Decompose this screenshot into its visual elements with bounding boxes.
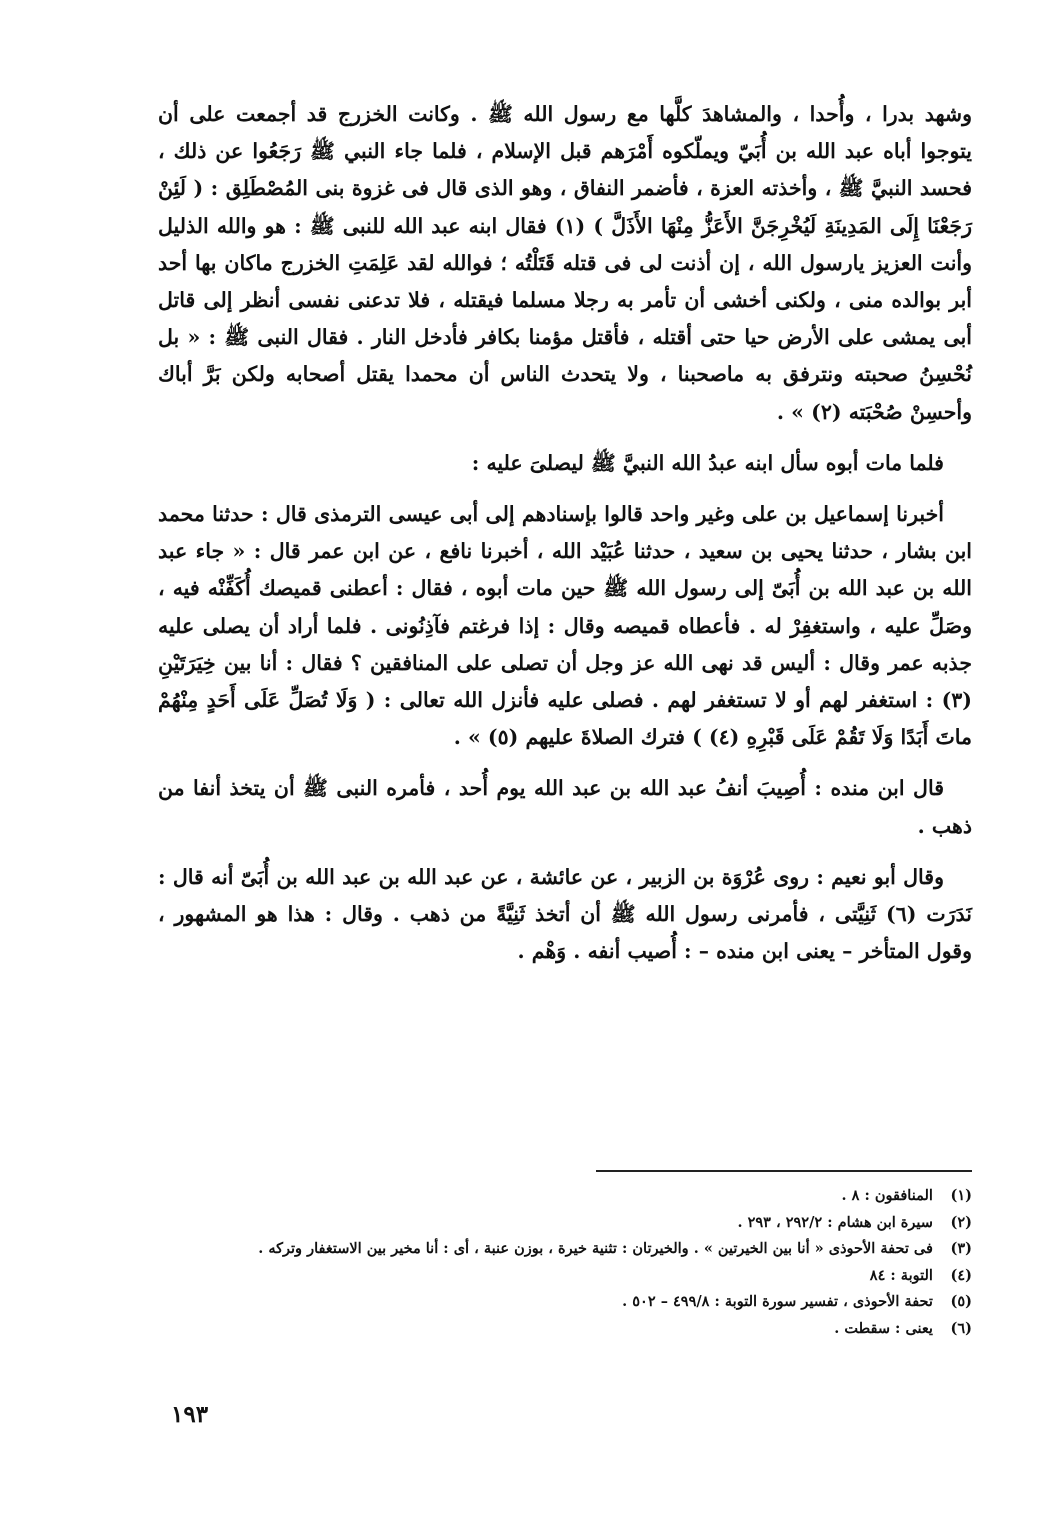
footnote-item (158, 1183, 972, 1210)
footnote-item (158, 1236, 972, 1263)
footnote-text: تحفة الأحوذى ، تفسير سورة التوبة : ٤٩٩/٨ – ٥٠٢ . (622, 1293, 933, 1310)
paragraph-tirmidhi-narration: أخبرنا إسماعيل بن على وغير واحد قالوا بإسنادهم إلى أبى عيسى الترمذى قال : حدثنا محمد ابن بشار ، حدثنا يحيى بن سعيد ، حدثنا عُبَيْد الله ، أخبرنا نافع ، عن ابن عمر قال : « جاء عبد الله بن عبد الله بن أُبَىّ إلى رسول الله ﷺ حين مات أبوه ، فقال : أعطنى قميصك أُكَفِّنْه فيه ، وصَلِّ عليه ، واستغفِرْ له . فأعطاه قميصه وقال : إذا فرغتم فآذِنُونى . فلما أراد أن يصلى عليه جذبه عمر وقال : أليس قد نهى الله عز وجل أن تصلى على المنافقين ؟ فقال : أنا بين خِيَرَتَيْنِ (٣) : استغفر لهم أو لا تستغفر لهم . فصلى عليه فأنزل الله تعالى : ( وَلَا تُصَلِّ عَلَى أَحَدٍ مِنْهُمْ ماتَ أَبَدًا وَلَا تَقُمْ عَلَى قَبْرِهِ (٤) ) فترك الصلاةَ عليهم (٥) » . (158, 502, 972, 750)
paragraph-ibn-mandah: قال ابن منده : أُصِيبَ أنفُ عبد الله بن عبد الله يوم أُحد ، فأمره النبى ﷺ أن يتخذ أنفا من ذهب . (158, 776, 972, 838)
footnote-number: (٥) (950, 1293, 972, 1310)
footnote-number: (١) (950, 1187, 972, 1204)
footnote-text: سيرة ابن هشام : ٢٩٢/٢ ، ٢٩٣ . (737, 1213, 933, 1231)
footnote-text: فى تحفة الأحوذى « أنا بين الخيرتين » . والخيرتان : تثنية خيرة ، بوزن عنبة ، أى : أنا مخير بين الاستغفار وتركه . (258, 1240, 933, 1257)
footnote-item (158, 1263, 972, 1290)
footnote-text: التوبة : ٨٤ (869, 1266, 933, 1284)
footnotes-list (158, 1183, 972, 1342)
footnote-item (158, 1210, 972, 1237)
footnote-divider (596, 1170, 972, 1172)
footnote-number: (٢) (950, 1213, 972, 1231)
footnote-text: المنافقون : ٨ . (841, 1187, 933, 1204)
footnote-item (158, 1316, 972, 1343)
paragraph-abu-nuaym: وقال أبو نعيم : روى عُرْوَة بن الزبير ، عن عائشة ، عن عبد الله بن عبد الله بن أُبَىّ أنه قال : نَدَرَت (٦) ثَنِيَّتى ، فأمرنى رسول الله ﷺ أن أتخذ ثَنِيَّةً من ذهب . وقال : هذا هو المشهور ، وقول المتأخر – يعنى ابن منده – : أُصيب أنفه . وَهْم . (158, 864, 972, 964)
footnote-text: يعنى : سقطت . (834, 1319, 933, 1337)
paragraph-biography: وشهد بدرا ، وأُحدا ، والمشاهدَ كلَّها مع رسول الله ﷺ . وكانت الخزرج قد أجمعت على أن يتوجوا أباه عبد الله بن أُبَيّ ويملّكوه أَمْرَهم قبل الإسلام ، فلما جاء النبي ﷺ رَجَعُوا عن ذلك ، فحسد النبيَّ ﷺ ، وأخذته العزة ، فأضمر النفاق ، وهو الذى قال فى غزوة بنى المُصْطَلِق : ( لَئِنْ رَجَعْنَا إِلَى المَدِينَةِ لَيُخْرِجَنَّ الأَعَزُّ مِنْهَا الأَذَلَّ ) (١) فقال ابنه عبد الله للنبى ﷺ : هو والله الذليل وأنت العزيز يارسول الله ، إن أذنت لى فى قتله قَتَلْتُه ؛ فوالله لقد عَلِمَتِ الخزرج ماكان بها أحد أبر بوالده منى ، ولكنى أخشى أن تأمر به رجلا مسلما فيقتله ، فلا تدعنى نفسى أنظر إلى قاتل أبى يمشى على الأرض حيا حتى أقتله ، فأقتل مؤمنا بكافر فأدخل النار . فقال النبى ﷺ : « بل نُحْسِنُ صحبته ونترفق به ماصحبنا ، ولا يتحدث الناس أن محمدا يقتل أصحابه ولكن بَرَّ أباك وأحسِنْ صُحْبَته (٢) » . (158, 102, 972, 424)
main-text-body (158, 96, 972, 984)
footnote-number: (٣) (950, 1240, 972, 1257)
footnote-item (158, 1289, 972, 1316)
footnote-number: (٤) (950, 1266, 972, 1284)
footnote-number: (٦) (950, 1319, 972, 1337)
paragraph-funeral-request: فلما مات أبوه سأل ابنه عبدُ الله النبيَّ ﷺ ليصلىَ عليه : (471, 450, 944, 475)
page-number: ١٩٣ (171, 1401, 209, 1428)
